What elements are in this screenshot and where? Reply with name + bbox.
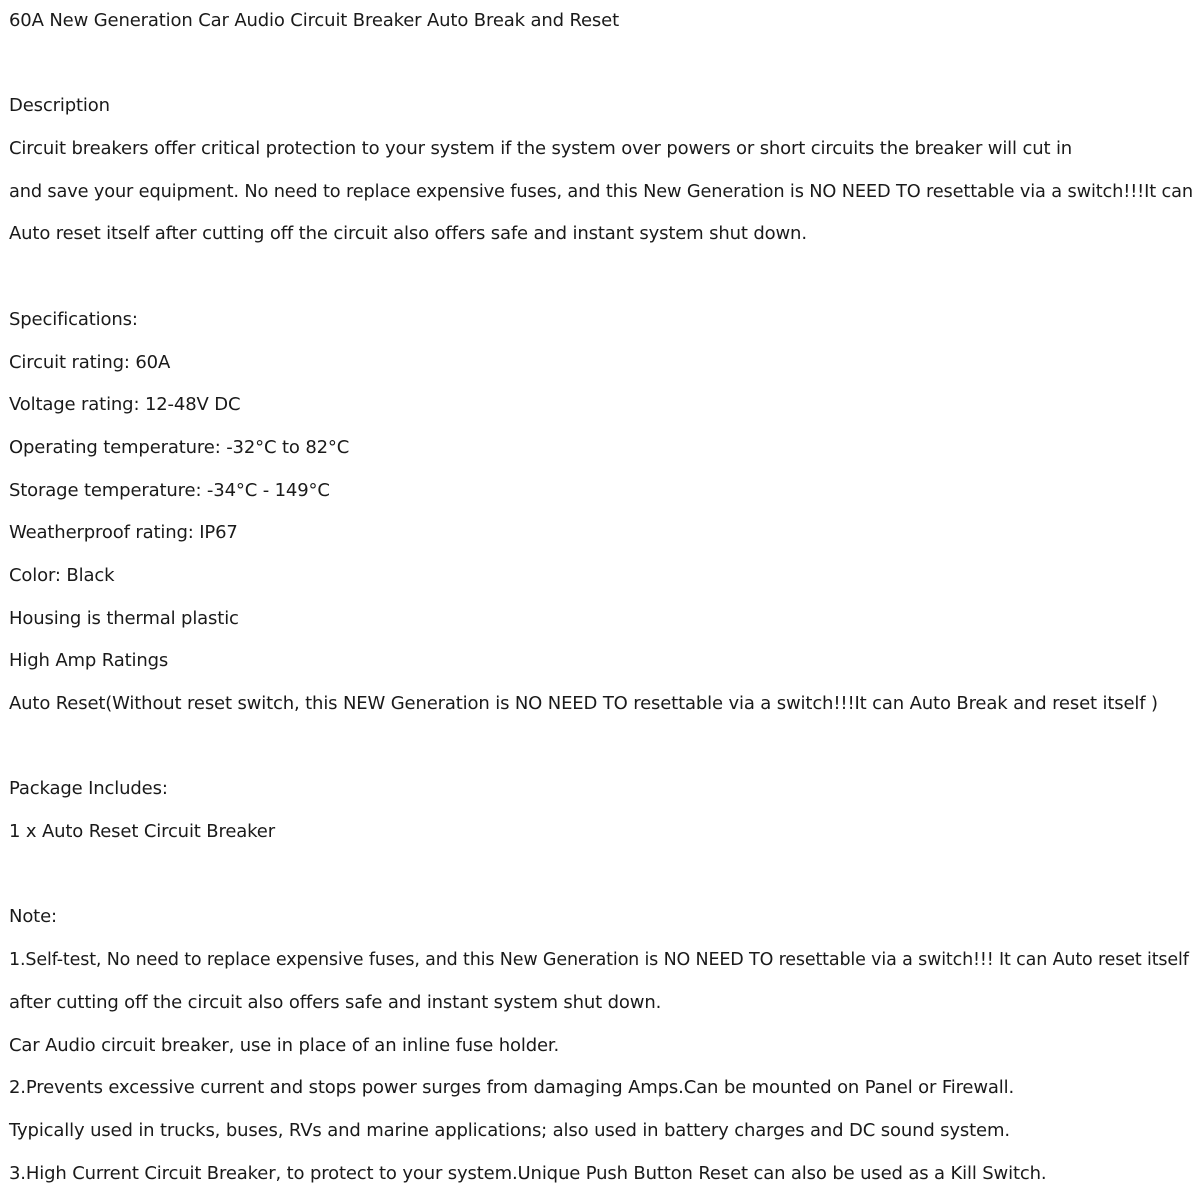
description-line: and save your equipment. No need to replace expensive fuses, and this New Generation is NO NEED TO resettable via a switch!!!It can xyxy=(9,181,1193,202)
product-description-document xyxy=(9,0,1195,1195)
spacer xyxy=(9,256,1195,299)
note-line: 3.High Current Circuit Breaker, to protect to your system.Unique Push Button Reset can also be used as a Kill Switch. xyxy=(9,1162,1047,1184)
note-line: Car Audio circuit breaker, use in place of an inline fuse holder. xyxy=(9,1034,560,1056)
page-title: 60A New Generation Car Audio Circuit Breaker Auto Break and Reset xyxy=(9,10,619,31)
note-line: 1.Self-test, No need to replace expensive fuses, and this New Generation is NO NEED TO resettable via a switch!!! It can Auto reset itself xyxy=(9,950,1189,971)
note-heading: Note: xyxy=(9,906,57,928)
description-line: Circuit breakers offer critical protection to your system if the system over powers or short circuits the breaker will cut in xyxy=(9,138,1073,160)
spec-item: Auto Reset(Without reset switch, this NEW Generation is NO NEED TO resettable via a switch!!!It can Auto Break and reset itself ) xyxy=(9,693,1158,714)
package-heading: Package Includes: xyxy=(9,778,168,800)
description-section xyxy=(9,85,1195,256)
spec-item: Operating temperature: -32°C to 82°C xyxy=(9,436,350,458)
spacer xyxy=(9,726,1195,769)
specifications-heading: Specifications: xyxy=(9,308,138,330)
spec-item: Voltage rating: 12-48V DC xyxy=(9,394,241,416)
note-section xyxy=(9,896,1195,1195)
package-item: 1 x Auto Reset Circuit Breaker xyxy=(9,821,275,843)
description-line: Auto reset itself after cutting off the circuit also offers safe and instant system shut down. xyxy=(9,223,807,245)
spec-item: High Amp Ratings xyxy=(9,650,169,672)
package-section xyxy=(9,768,1195,853)
specifications-section xyxy=(9,299,1195,726)
note-line: after cutting off the circuit also offers safe and instant system shut down. xyxy=(9,991,662,1013)
spacer xyxy=(9,854,1195,897)
spacer xyxy=(9,43,1195,86)
spec-item: Circuit rating: 60A xyxy=(9,351,171,373)
note-line: 2.Prevents excessive current and stops power surges from damaging Amps.Can be mounted on Panel or Firewall. xyxy=(9,1077,1015,1099)
spec-item: Weatherproof rating: IP67 xyxy=(9,522,238,544)
spec-item: Housing is thermal plastic xyxy=(9,607,239,629)
spec-item: Color: Black xyxy=(9,564,115,586)
description-heading: Description xyxy=(9,95,110,117)
note-line: Typically used in trucks, buses, RVs and marine applications; also used in battery charges and DC sound system. xyxy=(9,1119,1010,1141)
spec-item: Storage temperature: -34°C - 149°C xyxy=(9,479,330,501)
